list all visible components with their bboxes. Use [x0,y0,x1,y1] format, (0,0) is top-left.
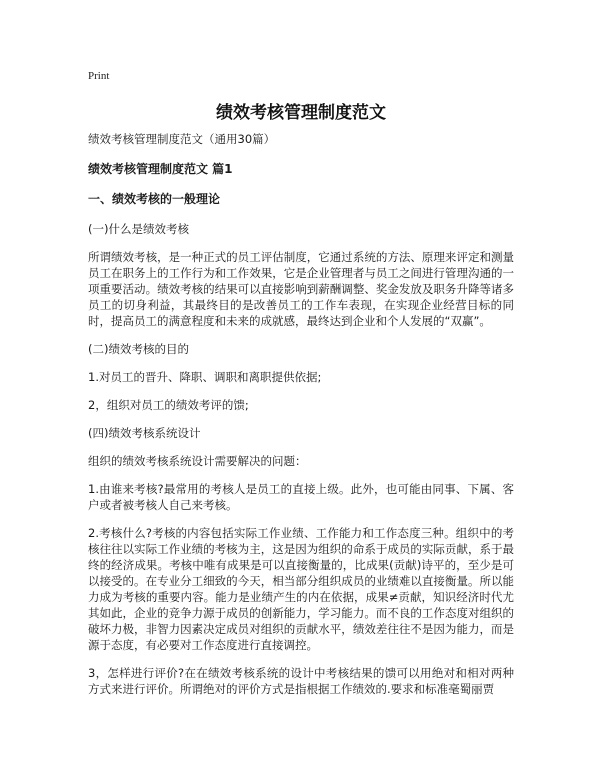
document-subtitle: 绩效考核管理制度范文（通用30篇） [88,132,276,146]
paragraph: 组织的绩效考核系统设计需要解决的问题： [88,454,307,468]
print-label: Print [88,70,110,82]
list-item: 2，组织对员工的绩效考评的馈; [88,398,249,412]
paragraph: 2.考核什么?考核的内容包括实际工作业绩、工作能力和工作态度三种。组织中的考核往往以实际工作业绩的考核为主，这是因为组织的命系于成员的实际贡献，系于最终的经济成果。考核中唯有成果是可以直接衡量的，比成果(贡献)诗平的，至少是可以接受的。在专业分工细致的今天，相当部分组织成员的业绩难以直接衡量。所以能力成为考核的重要内容。能力是业绩产生的内在依据，成果≠贡献，知识经济时代尤其如此，企业的竞争力源于成员的创新能力，学习能力。而不良的工作态度对组织的破坏力极，非智力因素决定成员对组织的贡献水平，绩效差往往不是因为能力，而是源于态度，有必要对工作态度进行直接调控。 [88,526,514,652]
document-body [88,131,514,709]
subsection-heading: (四)绩效考核系统设计 [88,426,201,440]
document-title: 绩效考核管理制度范文 [216,103,386,123]
subsection-heading: (一)什么是绩效考核 [88,222,189,236]
paragraph: 所谓绩效考核，是一种正式的员工评估制度，它通过系统的方法、原理来评定和测量员工在职务上的工作行为和工作效果，它是企业管理者与员工之间进行管理沟通的一项重要活动。绩效考核的结果可以直接影响到薪酬调整、奖金发放及职务升降等诸多员工的切身利益，其最终目的是改善员工的工作车表现，在实现企业经营目标的同时，提高员工的满意程度和未来的成就感，最终达到企业和个人发展的“双赢”。 [88,250,514,328]
paragraph: 1.由谁来考核?最常用的考核人是员工的直接上级。此外，也可能由同事、下属、客户或者被考核人自己来考核。 [88,482,514,512]
subsection-heading: (二)绩效考核的目的 [88,342,189,356]
paragraph: 3，怎样进行评价?在在绩效考核系统的设计中考核结果的馈可以用绝对和相对两种方式来进行评价。所谓绝对的评价方式是指根据工作绩效的.要求和标准毫蜀丽贾 [88,666,514,696]
chapter-heading: 绩效考核管理制度范文 篇1 [88,162,233,176]
section-heading: 一、绩效考核的一般理论 [88,192,221,206]
list-item: 1.对员工的晋升、降职、调职和离职提供依据; [88,370,322,384]
